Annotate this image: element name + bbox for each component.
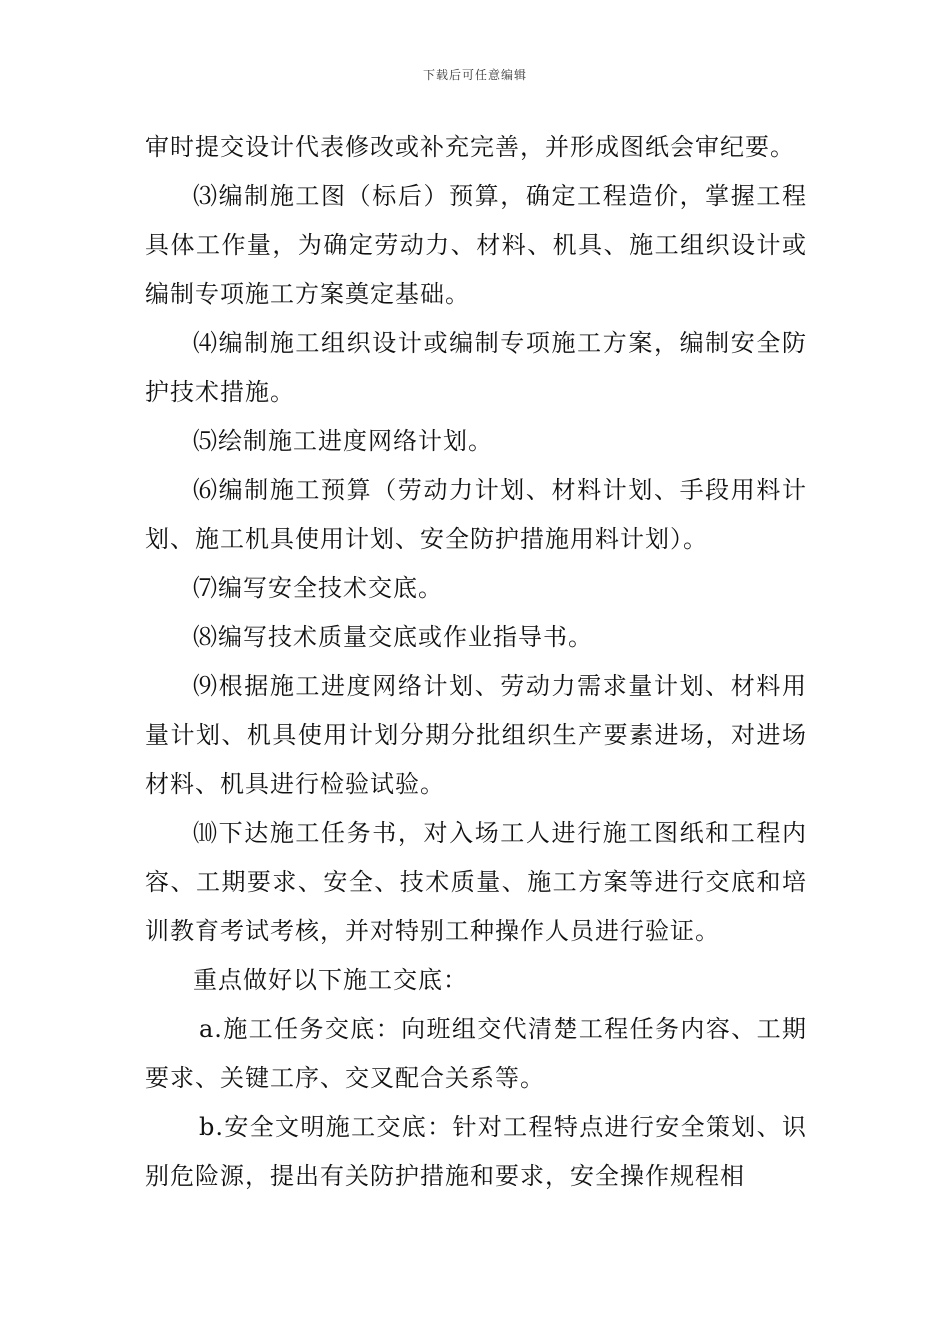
paragraph-item-3: ⑶编制施工图（标后）预算，确定工程造价，掌握工程具体工作量，为确定劳动力、材料、机具、施工组织设计或编制专项施工方案奠定基础。 [145,182,807,308]
paragraph-item-5: ⑸绘制施工进度网络计划。 [193,427,493,455]
page-header: 下载后可任意编辑 [422,68,527,82]
paragraph-item-a: a.施工任务交底：向班组交代清楚工程任务内容、工期要求、关键工序、交叉配合关系等。 [145,1015,807,1092]
document-body [145,123,807,1201]
paragraph-item-10: ⑽下达施工任务书，对入场工人进行施工图纸和工程内容、工期要求、安全、技术质量、施工方案等进行交底和培训教育考试考核，并对特别工种操作人员进行验证。 [145,819,807,945]
paragraph-item-8: ⑻编写技术质量交底或作业指导书。 [193,623,593,651]
paragraph-item-7: ⑺编写安全技术交底。 [193,574,443,602]
paragraph-item-9: ⑼根据施工进度网络计划、劳动力需求量计划、材料用量计划、机具使用计划分期分批组织生产要素进场，对进场材料、机具进行检验试验。 [145,672,807,798]
paragraph-continuation: 审时提交设计代表修改或补充完善，并形成图纸会审纪要。 [145,133,795,161]
paragraph-key-points: 重点做好以下施工交底： [193,966,468,994]
paragraph-item-4: ⑷编制施工组织设计或编制专项施工方案，编制安全防护技术措施。 [145,329,807,406]
paragraph-item-b: b.安全文明施工交底：针对工程特点进行安全策划、识别危险源，提出有关防护措施和要求，安全操作规程相 [145,1113,807,1190]
paragraph-item-6: ⑹编制施工预算（劳动力计划、材料计划、手段用料计划、施工机具使用计划、安全防护措施用料计划）。 [145,476,807,553]
